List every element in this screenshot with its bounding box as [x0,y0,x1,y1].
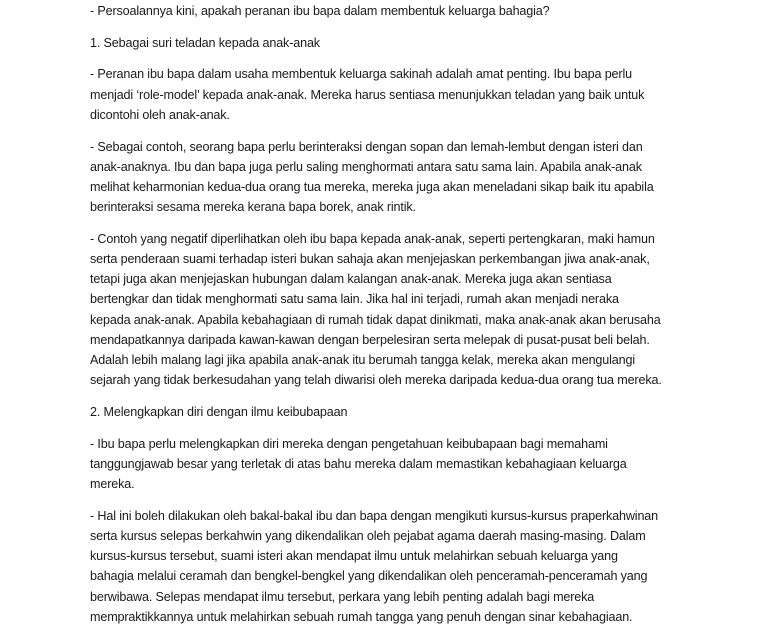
text-line: 2. Melengkapkan diri dengan ilmu keibubapaan [90,404,348,419]
section-heading-1 [90,33,690,53]
text-line: sejarah yang tidak berkesudahan yang telah diwarisi oleh mereka daripada kedua-dua orang tua mereka. [90,373,662,388]
text-line: mempraktikkannya untuk melahirkan sebuah rumah tangga yang penuh dengan sinar kebahagiaan. [90,609,633,624]
body-paragraph [90,137,690,218]
section-heading-2 [90,402,690,422]
text-line: kepada anak-anak. Apabila kebahagiaan di rumah tidak dapat dinikmati, maka anak-anak akan berusaha [90,312,661,327]
text-line: - Peranan ibu bapa dalam usaha membentuk keluarga sakinah adalah amat penting. Ibu bapa perlu [90,67,632,82]
text-line: berinteraksi sesama mereka kerana bapa borek, anak rintik. [90,200,416,215]
text-line: - Ibu bapa perlu melengkapkan diri mereka dengan pengetahuan keibubapaan bagi memahami [90,436,608,451]
body-paragraph [90,506,690,627]
text-line: anak-anaknya. Ibu dan bapa juga perlu saling menghormati antara satu sama lain. Apabila anak-anak [90,159,642,174]
intro-question-paragraph [90,1,690,21]
body-paragraph [90,64,690,125]
text-line: bertengkar dan tidak menghormati satu sama lain. Jika hal ini terjadi, rumah akan menjadi neraka [90,292,619,307]
text-line: dicontohi oleh anak-anak. [90,107,230,122]
text-line: - Contoh yang negatif diperlihatkan oleh ibu bapa kepada anak-anak, seperti pertengkaran, maki hamun [90,231,655,246]
text-line: - Hal ini boleh dilakukan oleh bakal-bakal ibu dan bapa dengan mengikuti kursus-kursus praperkahwinan [90,508,659,523]
text-line: bahagia melalui ceramah dan bengkel-bengkel yang dikendalikan oleh penceramah-penceramah yang [90,569,648,584]
text-line: - Persoalannya kini, apakah peranan ibu bapa dalam membentuk keluarga bahagia? [90,4,550,18]
text-line: kursus-kursus tersebut, suami isteri akan mendapat ilmu untuk melahirkan sebuah keluarga yang [90,549,618,564]
text-line: Adalah lebih malang lagi jika apabila anak-anak itu berumah tangga kelak, mereka akan mengulangi [90,353,635,368]
text-line: berwibawa. Selepas mendapat ilmu tersebut, perkara yang lebih penting adalah bagi mereka [90,589,595,604]
text-line: mendapatkannya daripada kawan-kawan dengan berpelesiran serta melepak di pusat-pusat beli belah. [90,332,650,347]
text-line: mereka. [90,477,135,492]
text-line: menjadi ‘role-model’ kepada anak-anak. Mereka harus sentiasa menunjukkan teladan yang baik untuk [90,87,645,102]
text-line: tetapi juga akan menjejaskan hubungan dalam kalangan anak-anak. Mereka juga akan sentiasa [90,272,612,287]
text-line: tanggungjawab besar yang terletak di atas bahu mereka dalam memastikan kebahagiaan keluarga [90,456,627,471]
text-line: 1. Sebagai suri teladan kepada anak-anak [90,35,320,50]
text-line: serta kursus selepas berkahwin yang dikendalikan oleh pejabat agama daerah masing-masing. Dalam [90,528,646,543]
text-line: melihat keharmonian kedua-dua orang tua mereka, mereka juga akan meneladani sikap baik itu apabila [90,179,654,194]
document-page [90,0,690,638]
body-paragraph [90,229,690,391]
body-paragraph [90,434,690,495]
text-line: serta penderaan suami terhadap isteri bukan sahaja akan menjejaskan perkembangan jiwa anak-anak, [90,252,650,267]
text-line: - Sebagai contoh, seorang bapa perlu berinteraksi dengan sopan dan lemah-lembut dengan isteri dan [90,139,643,154]
